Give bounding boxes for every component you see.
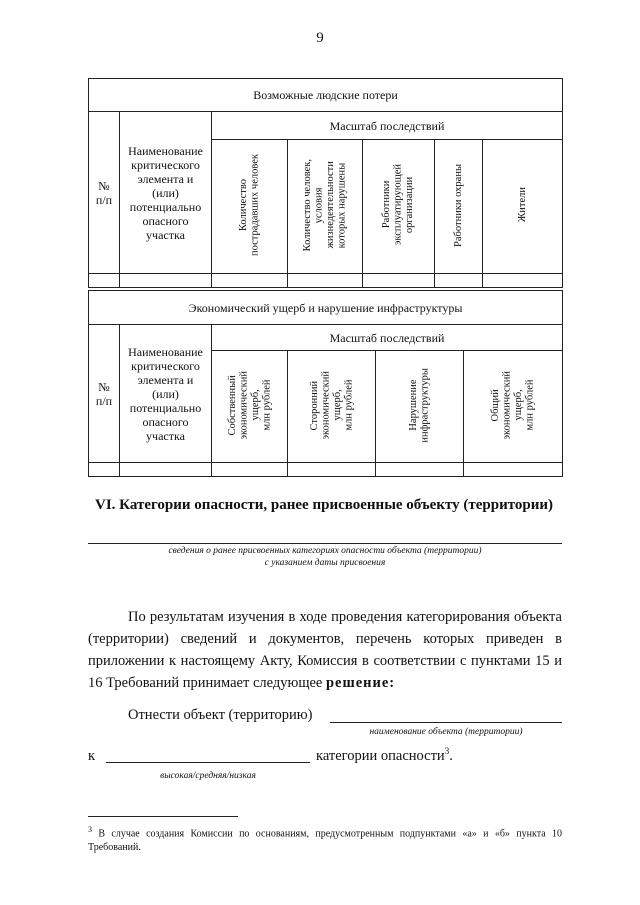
footnote-ref: 3	[444, 746, 450, 756]
table2-col-own-damage: Собственный экономический ущерб, млн рублей	[226, 370, 272, 440]
table1-scale-header: Масштаб последствий	[212, 112, 563, 140]
caption-assignment-date: с указанием даты присвоения	[264, 558, 386, 568]
table1-col-guards: Работники охраны	[452, 163, 464, 247]
section-title: VI. Категории опасности, ранее присвоенные объекту (территории)	[95, 497, 554, 513]
footnote-text: В случае создания Комиссии по основаниям, предусмотренным подпунктами «а» и «б» пункта 10 Требований.	[88, 828, 562, 854]
category-text-group	[316, 746, 453, 765]
categories-fill-line	[88, 543, 562, 544]
footnote	[88, 823, 562, 855]
table2-title: Экономический ущерб и нарушение инфраструктуры	[89, 291, 563, 325]
k-label: к	[88, 748, 96, 764]
page-number: 9	[316, 30, 324, 46]
caption-levels: высокая/средняя/низкая	[160, 771, 256, 781]
table2-num-header: № п/п	[89, 325, 120, 463]
table2-scale-header: Масштаб последствий	[212, 325, 563, 351]
footnote-mark: 3	[88, 825, 92, 834]
table1-empty-row	[89, 274, 563, 288]
caption-object-name: наименование объекта (территории)	[369, 727, 523, 737]
table2-empty-row	[89, 463, 563, 477]
table1-num-header: № п/п	[89, 112, 120, 274]
end-dot: .	[449, 747, 453, 764]
table2-col-infrastructure: Нарушение инфраструктуры	[408, 367, 431, 443]
human-losses-table	[88, 78, 563, 288]
table1-col-victims: Количество пострадавших человек	[238, 153, 261, 257]
economic-damage-table	[88, 290, 563, 477]
caption-previous-categories: сведения о ранее присвоенных категориях опасности объекта (территории)	[168, 546, 482, 556]
category-text: категории опасности	[316, 747, 445, 764]
assign-text: Отнести объект (территорию)	[128, 707, 313, 723]
table1-col-disrupted: Количество человек, условия жизнедеятельности которых нарушены	[302, 158, 348, 252]
decision-word: решение:	[325, 675, 396, 691]
table1-col-operators: Работники эксплуатирующей организации	[381, 164, 416, 246]
table2-name-header: Наименование критического элемента и (или) потенциально опасного участка	[120, 325, 212, 463]
paragraph-text: По результатам изучения в ходе проведения категорирования объекта (территории) сведений и документов, перечень которых приведен в приложении к настоящему Акту, Комиссия в соответствии с пунктами 15 и 16 Требований принимает следующее	[88, 609, 562, 691]
object-name-fill-line	[330, 722, 562, 723]
footnote-separator	[88, 816, 238, 817]
table2-col-third-party-damage: Сторонний экономический ущерб, млн рублей	[308, 370, 354, 440]
table2-col-total-damage: Общий экономический ущерб, млн рублей	[490, 370, 536, 440]
table1-title: Возможные людские потери	[89, 79, 563, 112]
decision-paragraph	[88, 606, 562, 694]
table1-col-residents: Жители	[516, 187, 528, 223]
table1-name-header: Наименование критического элемента и (или) потенциально опасного участка	[120, 112, 212, 274]
category-fill-line	[106, 762, 310, 763]
